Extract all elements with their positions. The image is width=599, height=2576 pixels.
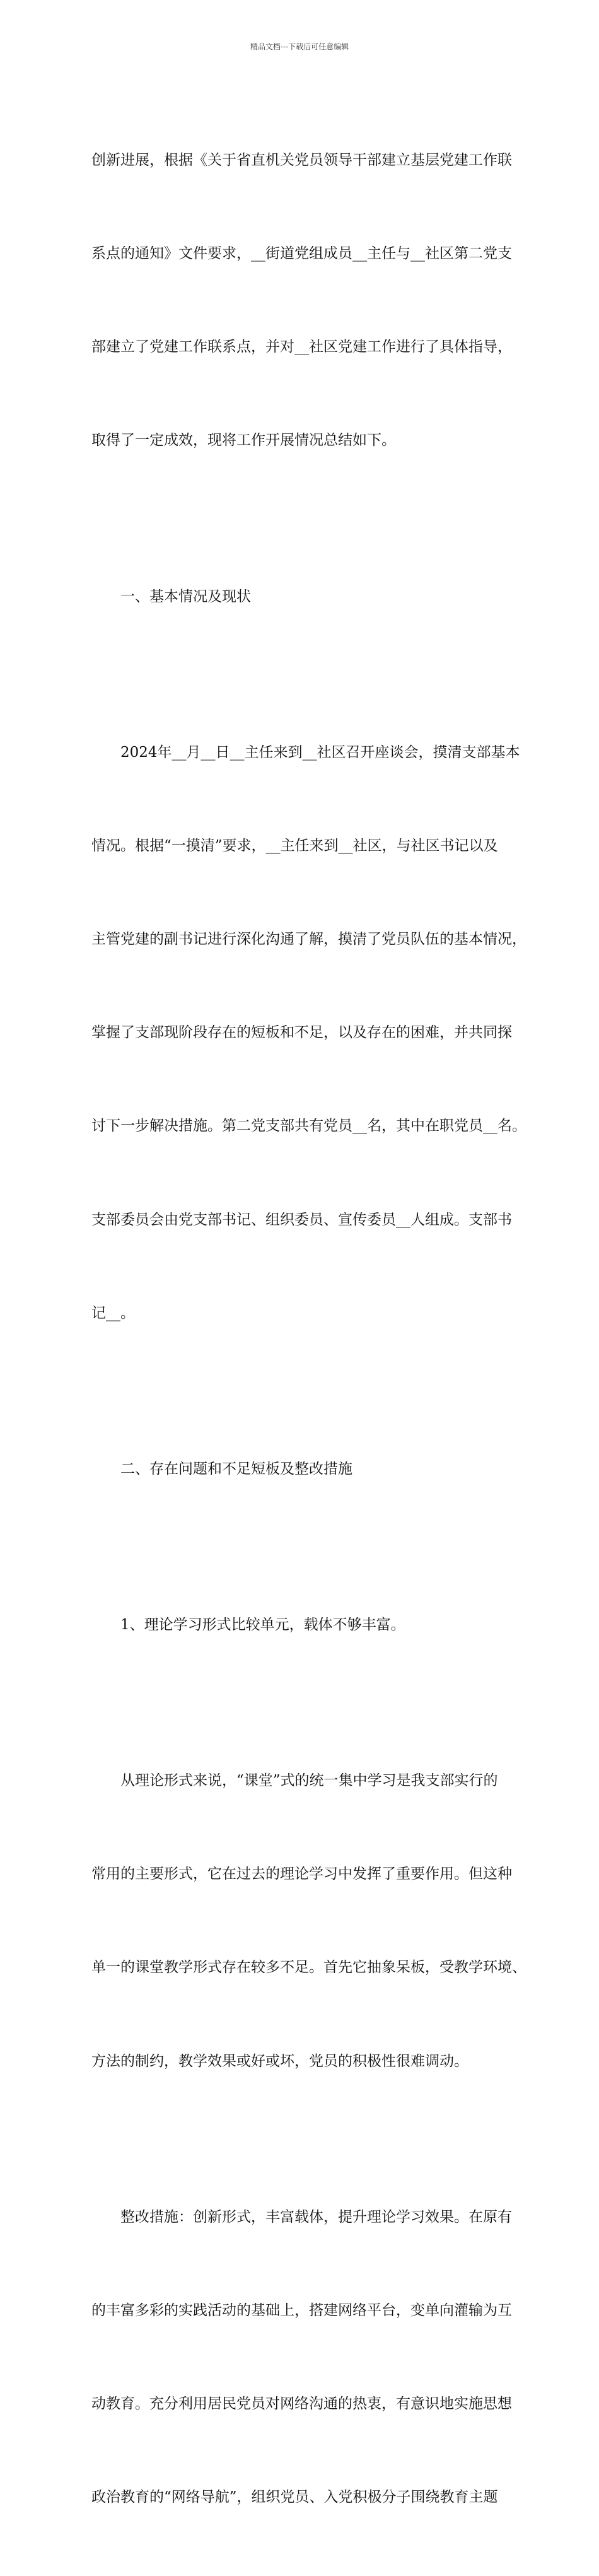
paragraph-intro [91, 83, 512, 519]
text-line: 取得了一定成效，现将工作开展情况总结如下。 [91, 432, 396, 449]
section-heading-problems [91, 1391, 509, 1547]
text-line: 动教育。充分利用居民党员对网络沟通的热衷，有意识地实施思想 [91, 2396, 512, 2413]
text-line: 2024年__月__日__主任来到__社区召开座谈会，摸清支部基本 [120, 744, 520, 761]
section-heading-basic [91, 519, 509, 675]
paragraph-theory-form [91, 1703, 526, 2140]
text-line: 部建立了党建工作联系点，并对__社区党建工作进行了具体指导， [91, 339, 512, 356]
text-line: 二、存在问题和不足短板及整改措施 [120, 1460, 352, 1477]
text-line: 的丰富多彩的实践活动的基础上，搭建网络平台，变单向灌输为互 [91, 2302, 512, 2319]
text-line: 掌握了支部现阶段存在的短板和不足，以及存在的困难，并共同探 [91, 1024, 512, 1041]
text-line: 系点的通知》文件要求，__街道党组成员__主任与__社区第二党支 [91, 245, 512, 262]
text-line: 从理论形式来说，“课堂”式的统一集中学习是我支部实行的 [120, 1772, 498, 1789]
text-line: 方法的制约，教学效果或好或坏，党员的积极性很难调动。 [91, 2052, 468, 2070]
text-line: 整改措施：创新形式，丰富载体，提升理论学习效果。在原有 [120, 2208, 512, 2225]
document-body [91, 83, 526, 2576]
text-line: 1、理论学习形式比较单元，载体不够丰富。 [120, 1616, 405, 1633]
text-line: 主管党建的副书记进行深化沟通了解，摸清了党员队伍的基本情况， [91, 930, 526, 947]
page-header: 精品文档---下载后可任意编辑 [250, 42, 349, 51]
text-line: 记__。 [91, 1304, 135, 1321]
text-line: 政治教育的“网络导航”，组织党员、入党积极分子围绕教育主题 [91, 2489, 498, 2506]
paragraph-rectification [91, 2140, 512, 2576]
text-line: 情况。根据“一摸清”要求，__主任来到__社区，与社区书记以及 [91, 837, 498, 854]
paragraph-basic-situation [91, 675, 526, 1391]
text-line: 常用的主要形式，它在过去的理论学习中发挥了重要作用。但这种 [91, 1866, 512, 1883]
text-line: 单一的课堂教学形式存在较多不足。首先它抽象呆板，受教学环境、 [91, 1959, 526, 1976]
text-line: 支部委员会由党支部书记、组织委员、宣传委员__人组成。支部书 [91, 1211, 512, 1228]
text-line: 讨下一步解决措施。第二党支部共有党员__名，其中在职党员__名。 [91, 1118, 526, 1135]
subheading-theory-study [91, 1547, 509, 1703]
text-line: 创新进展，根据《关于省直机关党员领导干部建立基层党建工作联 [91, 151, 512, 168]
text-line: 一、基本情况及现状 [120, 588, 251, 605]
